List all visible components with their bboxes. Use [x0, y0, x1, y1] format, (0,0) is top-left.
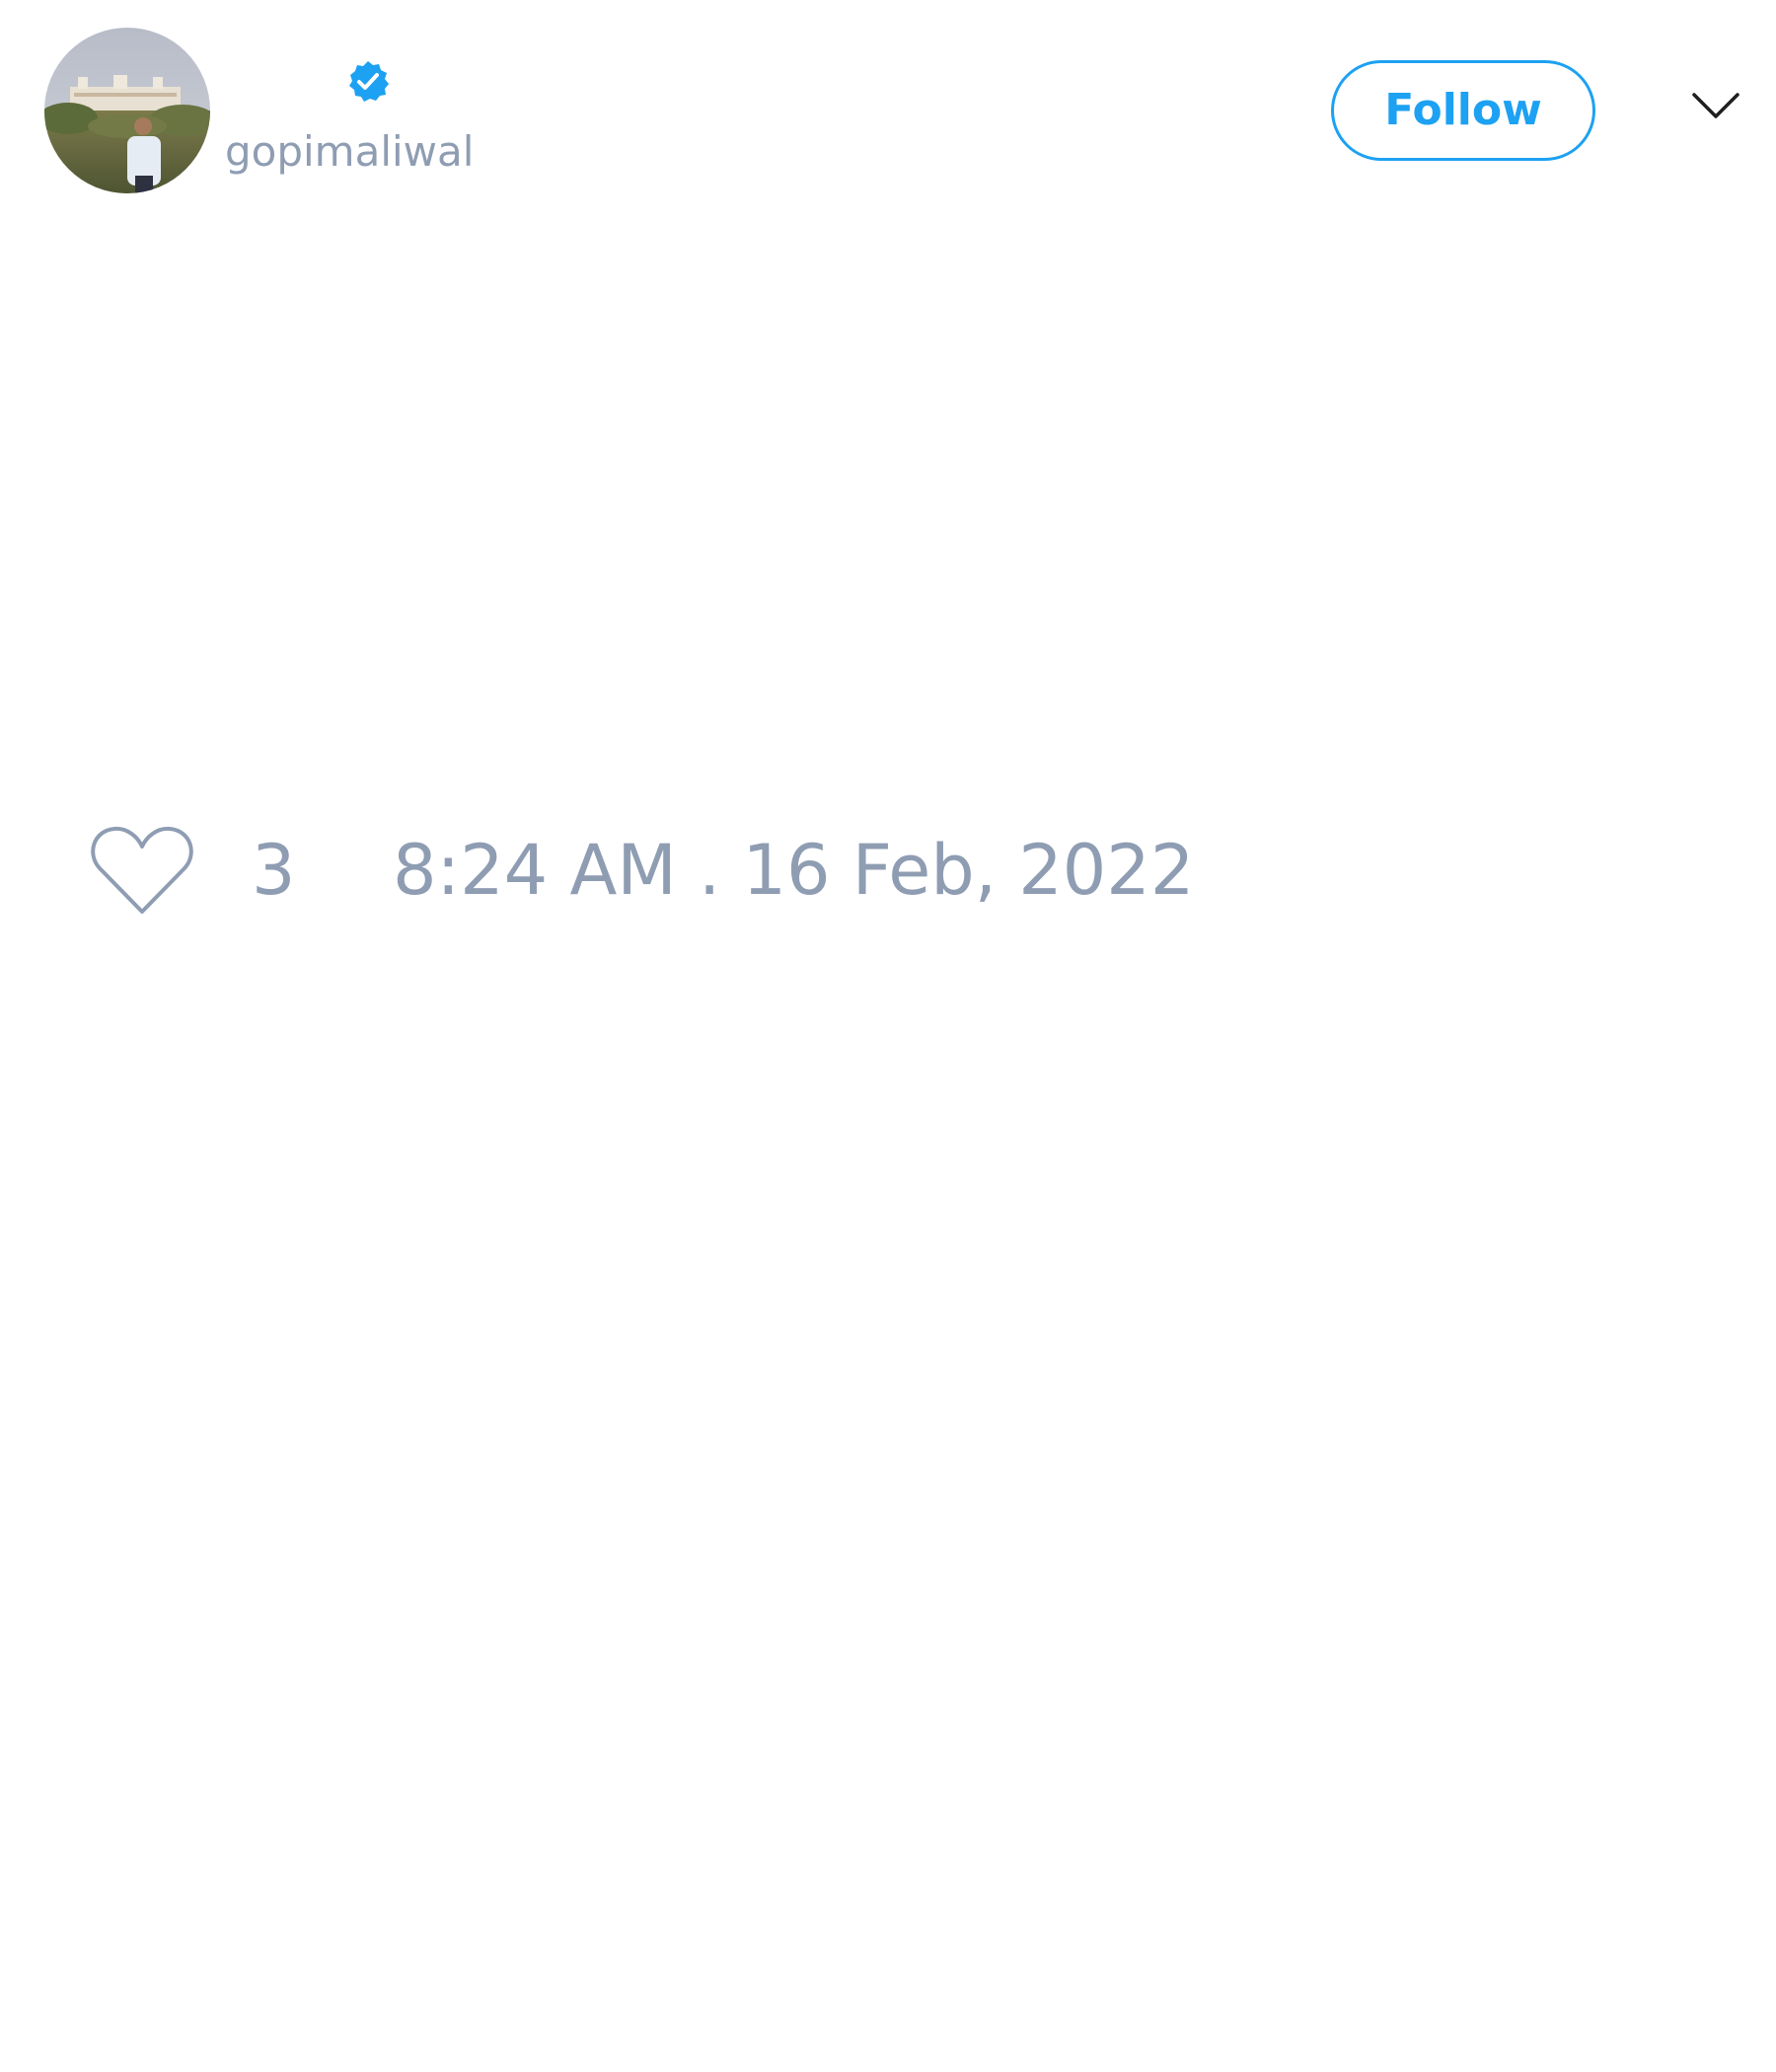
- heart-outline-icon[interactable]: [89, 823, 195, 918]
- verified-badge-icon: [345, 59, 391, 105]
- author-handle[interactable]: gopimaliwal: [225, 127, 475, 176]
- like-count: 3: [252, 830, 296, 911]
- avatar[interactable]: [44, 28, 210, 193]
- profile-photo-icon: [44, 28, 210, 193]
- tweet-timestamp[interactable]: 8:24 AM . 16 Feb, 2022: [393, 830, 1195, 911]
- chevron-down-icon[interactable]: [1691, 91, 1740, 120]
- follow-button[interactable]: Follow: [1331, 60, 1595, 161]
